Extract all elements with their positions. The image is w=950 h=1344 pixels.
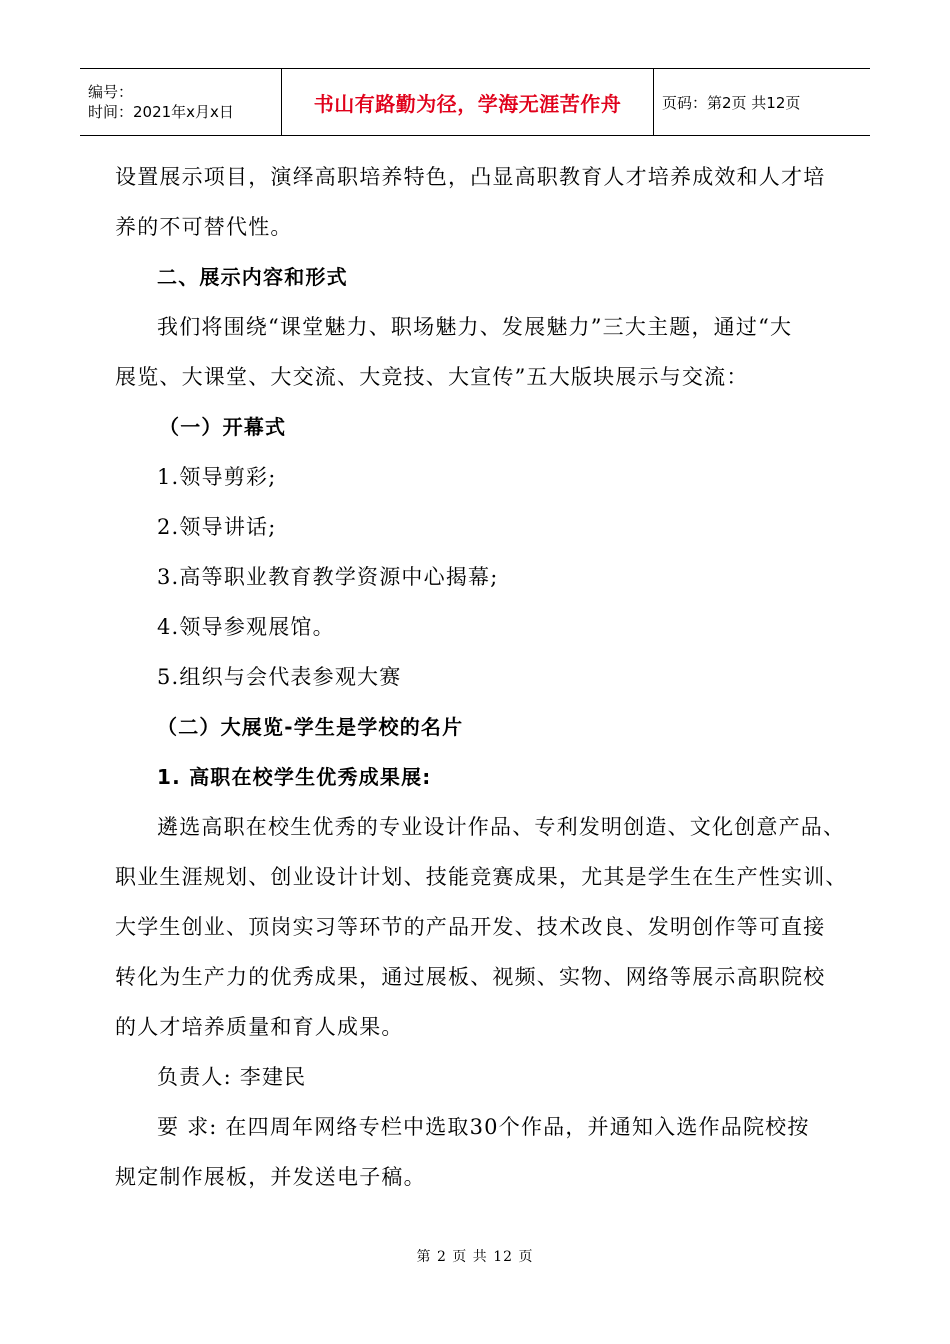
paragraph-line: 遴选高职在校生优秀的专业设计作品、专利发明创造、文化创意产品、 [157,815,846,839]
paragraph-line: 设置展示项目，演绎高职培养特色，凸显高职教育人才培养成效和人才培 [115,165,826,189]
header-page-number: 页码：第2页 共12页 [662,93,801,112]
paragraph-line: 职业生涯规划、创业设计计划、技能竞赛成果，尤其是学生在生产性实训、 [115,865,848,889]
paragraph-line: 转化为生产力的优秀成果，通过展板、视频、实物、网络等展示高职院校 [115,965,826,989]
header-meta [80,69,282,135]
list-item: 2.领导讲话; [157,515,277,539]
code-label: 编号： [88,83,134,101]
requirement-line: 要 求: 在四周年网络专栏中选取30个作品，并通知入选作品院校按 [157,1115,810,1139]
paragraph-line: 的人才培养质量和育人成果。 [115,1015,404,1039]
list-item: 3.高等职业教育教学资源中心揭幕; [157,565,499,589]
paragraph-line: 展览、大课堂、大交流、大竞技、大宣传”五大版块展示与交流： [115,365,749,389]
paragraph-line: 我们将围绕“课堂魅力、职场魅力、发展魅力”三大主题，通过“大 [157,315,793,339]
paragraph-line: 大学生创业、顶岗实习等环节的产品开发、技术改良、发明创作等可直接 [115,915,826,939]
responsible-person: 负责人: 李建民 [157,1065,307,1089]
document-body [115,152,848,1202]
header-motto: 书山有路勤为径，学海无涯苦作舟 [313,91,622,116]
subsection-heading: （一）开幕式 [159,415,287,439]
page-footer: 第 2 页 共 12 页 [416,1249,534,1265]
paragraph-line: 养的不可替代性。 [115,215,293,239]
list-item: 5.组织与会代表参观大赛 [157,665,402,689]
section-heading: 二、展示内容和形式 [157,265,348,289]
subsection-heading: （二）大展览-学生是学校的名片 [157,715,464,739]
header-page-cell [654,69,870,135]
page-header [80,68,870,136]
list-item: 1.领导剪彩; [157,465,277,489]
item-heading: 1. 高职在校学生优秀成果展: [157,765,432,789]
list-item: 4.领导参观展馆。 [157,615,335,639]
date-label: 时间：2021年x月x日 [88,103,234,121]
header-motto-cell [282,69,654,135]
requirement-line: 规定制作展板，并发送电子稿。 [115,1165,426,1189]
